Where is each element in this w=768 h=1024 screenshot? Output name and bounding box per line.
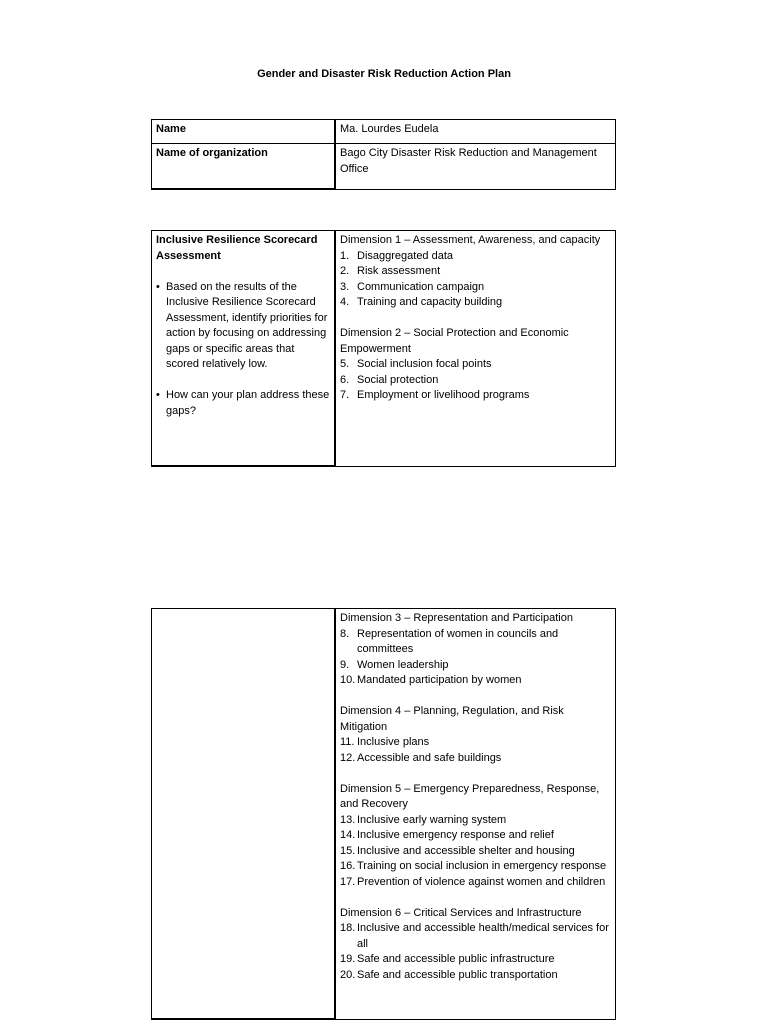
assessment-table-continued — [151, 608, 616, 1020]
empty-instructions-cell — [152, 609, 336, 1020]
item-number: 6. — [340, 373, 350, 386]
name-label: Name — [152, 120, 336, 144]
dimension-items — [340, 249, 611, 311]
dimension-item — [340, 627, 611, 658]
dimension-items — [340, 735, 611, 766]
dimension-item — [340, 828, 611, 844]
item-text: Training on social inclusion in emergency response — [357, 860, 607, 872]
dimension-items — [340, 357, 611, 404]
item-number: 17. — [340, 875, 356, 888]
dimension-items — [340, 813, 611, 891]
dimension-title: Dimension 1 – Assessment, Awareness, and capacity — [340, 234, 601, 246]
assessment-instructions-cell — [152, 231, 336, 467]
item-number: 4. — [340, 296, 350, 308]
assessment-row — [152, 609, 616, 1020]
dimension-title: Dimension 6 – Critical Services and Infrastructure — [340, 906, 582, 919]
dimensions-list — [340, 611, 611, 983]
item-number: 16. — [340, 860, 356, 872]
item-number: 13. — [340, 813, 356, 826]
item-text: Inclusive early warning system — [357, 813, 507, 826]
item-text: Women leadership — [357, 658, 449, 671]
dimension-item — [340, 264, 611, 280]
item-number: 12. — [340, 751, 356, 764]
dimension-item — [340, 373, 611, 389]
dimension-items — [340, 627, 611, 689]
item-number: 19. — [340, 953, 356, 965]
item-text: Representation of women in councils and committees — [357, 627, 559, 655]
item-text: Inclusive and accessible health/medical services for all — [357, 922, 609, 950]
item-text: Communication campaign — [357, 280, 485, 293]
item-text: Safe and accessible public transportation — [357, 968, 558, 981]
item-number: 7. — [340, 389, 350, 401]
dimension-item — [340, 295, 611, 311]
question-list — [156, 280, 330, 420]
dimension-item — [340, 388, 611, 404]
dimension-item — [340, 859, 611, 875]
item-number: 5. — [340, 358, 350, 370]
dimension-item — [340, 249, 611, 265]
item-text: Employment or livelihood programs — [357, 389, 530, 401]
dimension-item — [340, 357, 611, 373]
info-row-organization — [152, 144, 616, 190]
dimensions-cell — [335, 231, 616, 467]
dimension-item — [340, 751, 611, 767]
name-value: Ma. Lourdes Eudela — [335, 120, 616, 144]
item-number: 11. — [340, 736, 355, 748]
item-number: 8. — [340, 627, 350, 640]
item-number: 20. — [340, 968, 356, 981]
assessment-heading: Inclusive Resilience Scorecard Assessment — [156, 234, 318, 262]
organization-value: Bago City Disaster Risk Reduction and Management Office — [335, 144, 616, 190]
info-table — [151, 119, 616, 190]
dimension-item — [340, 673, 611, 689]
dimensions-list — [340, 233, 611, 404]
assessment-row — [152, 231, 616, 467]
item-number: 10. — [340, 674, 356, 686]
item-text: Inclusive emergency response and relief — [357, 829, 554, 841]
item-number: 1. — [340, 249, 350, 262]
item-text: Social inclusion focal points — [357, 358, 492, 370]
organization-label: Name of organization — [152, 144, 336, 190]
dimension-title: Dimension 4 – Planning, Regulation, and Risk Mitigation — [340, 705, 564, 733]
dimension-title: Dimension 3 – Representation and Participation — [340, 612, 573, 624]
item-number: 18. — [340, 922, 356, 934]
dimension-title: Dimension 5 – Emergency Preparedness, Response, and Recovery — [340, 782, 600, 810]
dimension-item — [340, 875, 611, 891]
dimension-item — [340, 844, 611, 860]
item-text: Safe and accessible public infrastructure — [357, 953, 555, 965]
dimension-items — [340, 921, 611, 983]
item-number: 9. — [340, 658, 350, 671]
question-item: • How can your plan address these gaps? — [156, 388, 330, 419]
dimension-item — [340, 968, 611, 984]
dimension-item — [340, 813, 611, 829]
item-number: 14. — [340, 829, 356, 841]
item-number: 15. — [340, 844, 356, 857]
item-text: Disaggregated data — [357, 249, 454, 262]
dimension-item — [340, 280, 611, 296]
dimension-title: Dimension 2 – Social Protection and Economic Empowerment — [340, 327, 569, 355]
item-text: Inclusive and accessible shelter and housing — [357, 844, 575, 857]
dimension-item — [340, 921, 611, 952]
item-text: Risk assessment — [357, 265, 441, 277]
dimension-item — [340, 658, 611, 674]
item-text: Accessible and safe buildings — [357, 751, 502, 764]
item-text: Mandated participation by women — [357, 674, 522, 686]
document-title: Gender and Disaster Risk Reduction Action Plan — [257, 68, 511, 80]
dimension-item — [340, 735, 611, 751]
item-text: Inclusive plans — [357, 736, 430, 748]
dimension-item — [340, 952, 611, 968]
item-number: 3. — [340, 280, 350, 293]
item-text: Social protection — [357, 373, 439, 386]
question-item: • Based on the results of the Inclusive Resilience Scorecard Assessment, identify priorities for action by focusing on addressing gaps or specific areas that scored relatively low. — [156, 280, 330, 373]
item-text: Prevention of violence against women and children — [357, 875, 606, 888]
item-number: 2. — [340, 265, 350, 277]
info-row-name — [152, 120, 616, 144]
dimensions-cell — [335, 609, 616, 1020]
assessment-table — [151, 230, 616, 467]
item-text: Training and capacity building — [357, 296, 503, 308]
